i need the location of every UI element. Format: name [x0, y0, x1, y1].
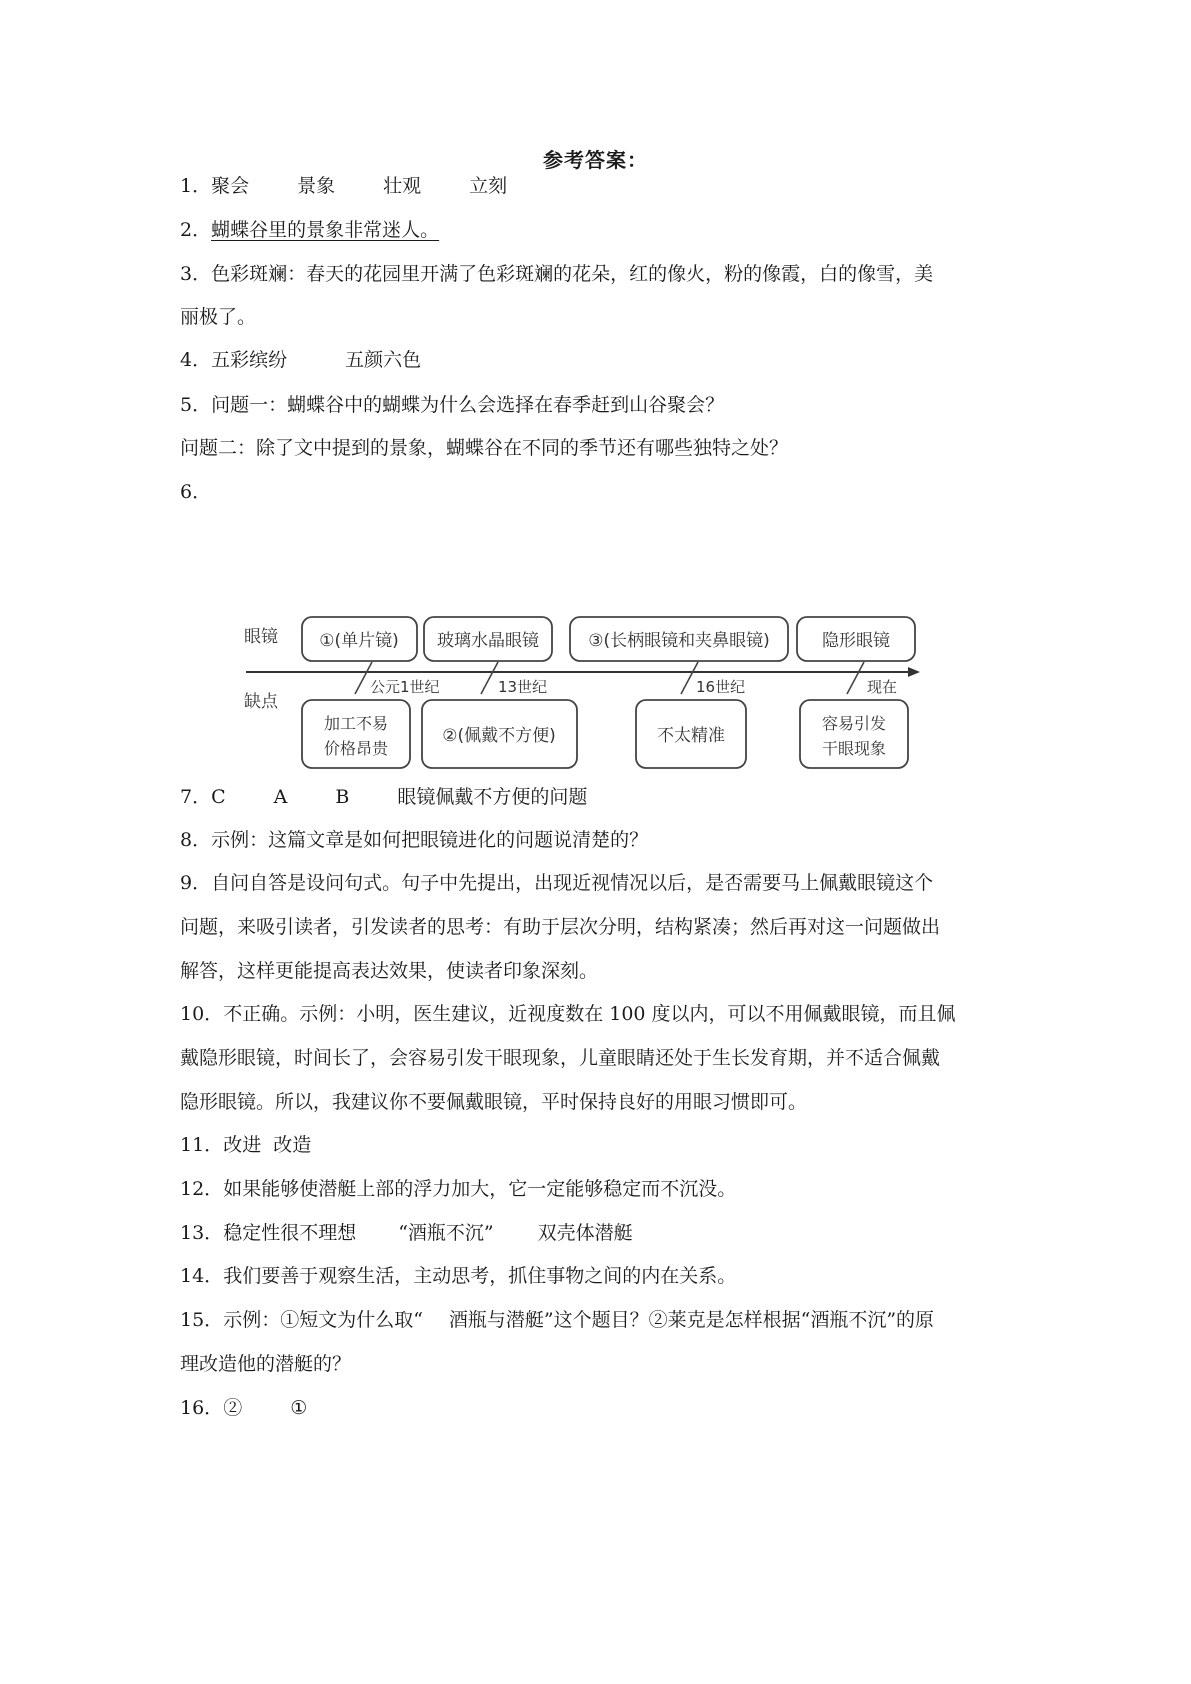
answer-number: 1． [180, 175, 212, 197]
answer-text: 问题一：蝴蝶谷中的蝴蝶为什么会选择在春季赶到山谷聚会？ [211, 394, 725, 416]
time-label-1: 公元1世纪 [370, 678, 440, 696]
answer-part: 五颜六色 [345, 349, 422, 371]
answer-16 [180, 1394, 307, 1422]
answer-part: 改造 [273, 1134, 312, 1156]
answer-number: 10． [180, 1003, 224, 1025]
answer-number: 3． [180, 263, 212, 285]
top-box-2-label: 玻璃水晶眼镜 [437, 631, 539, 651]
glasses-timeline-diagram [240, 612, 980, 782]
answer-15-line1 [180, 1306, 934, 1334]
answer-9-line1 [180, 869, 933, 897]
answer-number: 7． [180, 786, 212, 808]
answer-part: 景象 [297, 175, 336, 197]
answer-11 [180, 1131, 311, 1159]
answer-part: 立刻 [469, 175, 508, 197]
bottom-box-2-line1: ②(佩戴不方便) [442, 726, 556, 746]
top-box-4 [797, 617, 915, 661]
answer-10-line2: 戴隐形眼镜，时间长了，会容易引发干眼现象，儿童眼睛还处于生长发育期，并不适合佩戴 [180, 1047, 941, 1069]
answer-text: 酒瓶与潜艇”这个题目？②莱克是怎样根据“酒瓶不沉”的原 [448, 1309, 935, 1331]
answer-14 [180, 1262, 736, 1290]
answer-5-line1 [180, 391, 724, 419]
bottom-box-1-line2: 价格昂贵 [323, 739, 389, 758]
answer-number: 13． [180, 1222, 224, 1244]
answer-text: 不正确。示例：小明，医生建议，近视度数在 100 度以内，可以不用佩戴眼镜，而且佩 [223, 1003, 956, 1025]
answer-3-line1 [180, 260, 933, 288]
top-box-1 [302, 617, 417, 661]
answer-text: 自问自答是设问句式。句子中先提出，出现近视情况以后，是否需要马上佩戴眼镜这个 [211, 872, 934, 894]
answer-4 [180, 346, 421, 374]
answer-5-line2: 问题二：除了文中提到的景象，蝴蝶谷在不同的季节还有哪些独特之处？ [180, 437, 789, 459]
bottom-box-4 [800, 700, 908, 768]
bottom-box-2 [422, 700, 577, 768]
answer-number: 5． [180, 394, 212, 416]
answer-number: 16． [180, 1397, 224, 1419]
row-label-bottom: 缺点 [244, 692, 278, 712]
bottom-box-3-line1: 不太精准 [657, 726, 725, 746]
answer-10-line3: 隐形眼镜。所以，我建议你不要佩戴眼镜，平时保持良好的用眼习惯即可。 [180, 1091, 808, 1113]
time-label-2: 13世纪 [498, 678, 548, 696]
answer-10-line1 [180, 1000, 956, 1028]
answer-part: 稳定性很不理想 [223, 1222, 357, 1244]
answer-1 [180, 172, 507, 200]
answer-part: 聚会 [211, 175, 250, 197]
answer-3-line2: 丽极了。 [180, 306, 257, 328]
answer-number: 2． [180, 219, 212, 241]
answer-text: 色彩斑斓：春天的花园里开满了色彩斑斓的花朵，红的像火，粉的像霞，白的像雪，美 [211, 263, 934, 285]
top-box-1-label: ①(单片镜) [319, 631, 399, 651]
bottom-box-1 [302, 700, 410, 768]
answer-number: 12． [180, 1178, 224, 1200]
answer-9-line3: 解答，这样更能提高表达效果，使读者印象深刻。 [180, 960, 599, 982]
answer-number: 14． [180, 1265, 224, 1287]
answer-text: 我们要善于观察生活，主动思考，抓住事物之间的内在关系。 [223, 1265, 737, 1287]
answer-7 [180, 783, 587, 811]
answer-text: 如果能够使潜艇上部的浮力加大，它一定能够稳定而不沉没。 [223, 1178, 737, 1200]
answer-part: “酒瓶不沉” [398, 1222, 494, 1244]
timeline-arrow [908, 667, 920, 677]
answer-part: 改进 [223, 1134, 262, 1156]
bottom-box-3 [636, 700, 746, 768]
bottom-box-1-line1: 加工不易 [323, 714, 389, 733]
answer-part: 双壳体潜艇 [537, 1222, 633, 1244]
tick-4 [847, 662, 864, 694]
answer-8 [180, 826, 648, 854]
answer-part: A [273, 786, 288, 808]
answer-part: B [335, 786, 350, 808]
answer-2 [180, 216, 439, 244]
answer-text: 示例：①短文为什么取“ [223, 1309, 423, 1331]
answer-6: 6． [180, 481, 212, 503]
answer-12 [180, 1175, 736, 1203]
top-box-3-label: ③(长柄眼镜和夹鼻眼镜) [588, 631, 770, 651]
answer-part: ① [290, 1397, 308, 1419]
answer-part: C [211, 786, 226, 808]
answer-part: ② [223, 1397, 243, 1419]
answer-part: 眼镜佩戴不方便的问题 [397, 786, 588, 808]
answer-13 [180, 1219, 633, 1247]
answer-part: 五彩缤纷 [211, 349, 288, 371]
answer-number: 11． [180, 1134, 224, 1156]
answer-number: 4． [180, 349, 212, 371]
answer-15-line2: 理改造他的潜艇的？ [180, 1353, 352, 1375]
top-box-3 [570, 617, 788, 661]
answer-number: 8． [180, 829, 212, 851]
answer-text: 蝴蝶谷里的景象非常迷人。 [211, 219, 440, 241]
tick-2 [481, 662, 498, 694]
bottom-box-4-line1: 容易引发 [821, 714, 887, 733]
answer-number: 9． [180, 872, 212, 894]
answer-number: 15． [180, 1309, 224, 1331]
top-box-4-label: 隐形眼镜 [822, 631, 890, 651]
answer-text: 示例：这篇文章是如何把眼镜进化的问题说清楚的？ [211, 829, 649, 851]
top-box-2 [424, 617, 552, 661]
bottom-box-4-line2: 干眼现象 [821, 739, 887, 758]
page-title: 参考答案： [543, 148, 648, 172]
time-label-4: 现在 [867, 678, 898, 696]
answer-part: 壮观 [383, 175, 422, 197]
time-label-3: 16世纪 [696, 678, 746, 696]
row-label-top: 眼镜 [244, 627, 278, 647]
answer-9-line2: 问题，来吸引读者，引发读者的思考：有助于层次分明，结构紧凑；然后再对这一问题做出 [180, 916, 941, 938]
